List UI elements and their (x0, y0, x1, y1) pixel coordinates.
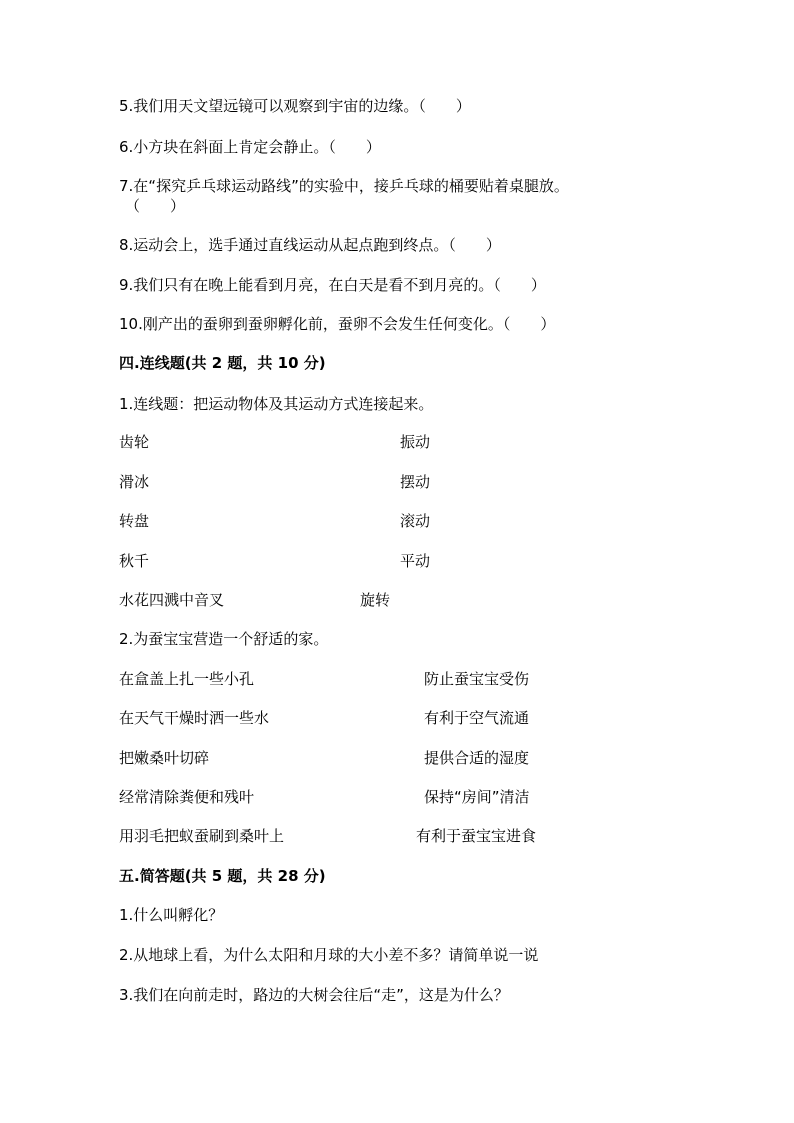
short-answer-q3: 3.我们在向前走时，路边的大树会往后“走”，这是为什么？ (119, 986, 509, 1004)
matching-q1-right-item: 平动 (400, 552, 431, 570)
question-9: 9.我们只有在晚上能看到月亮，在白天是看不到月亮的。（ ） (119, 276, 546, 294)
matching-q2-left-item: 在天气干燥时洒一些水 (119, 709, 270, 727)
question-6: 6.小方块在斜面上肯定会静止。（ ） (119, 138, 381, 156)
question-10: 10.刚产出的蚕卵到蚕卵孵化前，蚕卵不会发生任何变化。（ ） (119, 315, 556, 333)
matching-q2-right-item: 有利于蚕宝宝进食 (416, 827, 537, 845)
matching-q2-left-item: 在盒盖上扎一些小孔 (119, 670, 255, 688)
matching-q2-right-item: 防止蚕宝宝受伤 (424, 670, 530, 688)
matching-q2-prompt: 2.为蚕宝宝营造一个舒适的家。 (119, 630, 329, 648)
matching-q1-left-item: 水花四溅中音叉 (119, 591, 225, 609)
matching-q2-right-item: 提供合适的湿度 (424, 749, 530, 767)
section-4-title: 四.连线题(共 2 题，共 10 分) (119, 354, 326, 372)
matching-q1-left-item: 齿轮 (119, 433, 150, 451)
matching-q1-right-item: 摆动 (400, 473, 431, 491)
matching-q1-right-item: 振动 (400, 433, 431, 451)
short-answer-q2: 2.从地球上看，为什么太阳和月球的大小差不多？请简单说一说 (119, 946, 539, 964)
matching-q1-right-item: 滚动 (400, 512, 431, 530)
matching-q2-right-item: 有利于空气流通 (424, 709, 530, 727)
matching-q2-left-item: 把嫩桑叶切碎 (119, 749, 210, 767)
short-answer-q1: 1.什么叫孵化？ (119, 906, 224, 924)
matching-q1-right-item: 旋转 (360, 591, 391, 609)
matching-q1-left-item: 转盘 (119, 512, 150, 530)
section-5-title: 五.简答题(共 5 题，共 28 分) (119, 867, 326, 885)
matching-q1-left-item: 滑冰 (119, 473, 150, 491)
matching-q2-right-item: 保持“房间”清洁 (424, 788, 530, 806)
matching-q2-left-item: 用羽毛把蚁蚕刷到桑叶上 (119, 827, 285, 845)
matching-q1-prompt: 1.连线题：把运动物体及其运动方式连接起来。 (119, 395, 434, 413)
matching-q1-left-item: 秋千 (119, 552, 150, 570)
question-5: 5.我们用天文望远镜可以观察到宇宙的边缘。（ ） (119, 97, 471, 115)
question-7-blank: （ ） (125, 197, 186, 215)
question-8: 8.运动会上，选手通过直线运动从起点跑到终点。（ ） (119, 236, 501, 254)
matching-q2-left-item: 经常清除粪便和残叶 (119, 788, 255, 806)
question-7: 7.在“探究乒乓球运动路线”的实验中，接乒乓球的桶要贴着桌腿放。 (119, 177, 569, 195)
